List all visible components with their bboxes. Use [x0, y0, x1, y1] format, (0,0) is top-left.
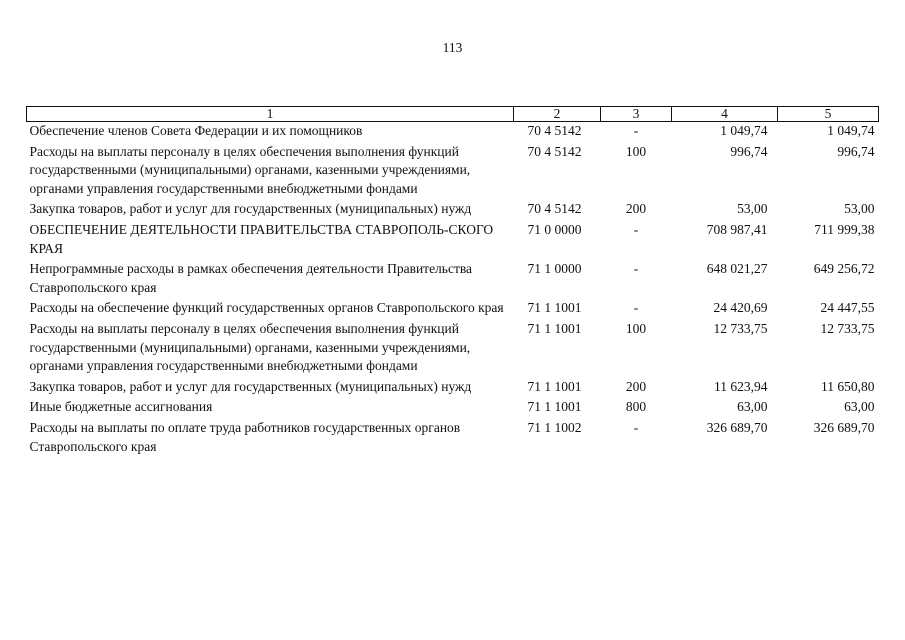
row-name: Закупка товаров, работ и услуг для государственных (муниципальных) нужд	[29, 201, 472, 217]
column-header-1: 1	[27, 107, 514, 122]
row-value-col5: 53,00	[844, 201, 875, 217]
row-name: Расходы на выплаты по оплате труда работников государственных органов Ставропольского края	[29, 419, 461, 454]
row-name: Непрограммные расходы в рамках обеспечения деятельности Правительства Ставропольского края	[29, 261, 473, 295]
row-value-col4: 24 420,69	[713, 300, 768, 316]
row-value-col4: 996,74	[730, 143, 768, 159]
table-row	[27, 260, 879, 299]
row-expense-type: 200	[625, 201, 647, 217]
table-row	[27, 299, 879, 320]
row-value-col5: 11 650,80	[821, 378, 875, 394]
column-header-2: 2	[514, 107, 601, 122]
row-name: Расходы на выплаты персоналу в целях обеспечения выполнения функций государственными (муниципальными) органами, казенными учреждениями, органами управления государственными внебюджетными фондами	[29, 143, 471, 196]
row-expense-type: -	[633, 419, 639, 435]
row-value-col4: 63,00	[737, 399, 768, 415]
row-expense-type: -	[633, 300, 639, 316]
row-value-col4: 53,00	[737, 201, 768, 217]
row-expense-type: -	[633, 261, 639, 277]
row-code: 71 0 0000	[527, 221, 582, 237]
row-code: 71 1 1001	[527, 320, 582, 336]
row-value-col5: 24 447,55	[820, 300, 875, 316]
row-expense-type: 200	[625, 378, 647, 394]
row-value-col4: 11 623,94	[714, 378, 768, 394]
table-row	[27, 378, 879, 399]
page-number: 113	[442, 40, 463, 55]
row-code: 71 1 1001	[527, 300, 582, 316]
row-code: 70 4 5142	[527, 123, 582, 138]
row-code: 70 4 5142	[527, 201, 582, 217]
table-row	[27, 221, 879, 260]
row-code: 70 4 5142	[527, 143, 582, 159]
row-value-col5: 326 689,70	[813, 419, 875, 435]
table-row	[27, 122, 879, 143]
row-value-col4: 326 689,70	[706, 419, 768, 435]
row-value-col4: 12 733,75	[713, 320, 768, 336]
table-row	[27, 143, 879, 201]
row-expense-type: 100	[625, 320, 647, 336]
row-name: Расходы на обеспечение функций государственных органов Ставропольского края	[29, 300, 504, 316]
row-name: Обеспечение членов Совета Федерации и их помощников	[29, 123, 363, 138]
row-value-col4: 708 987,41	[706, 221, 768, 237]
row-name: ОБЕСПЕЧЕНИЕ ДЕЯТЕЛЬНОСТИ ПРАВИТЕЛЬСТВА СТАВРОПОЛЬ-СКОГО КРАЯ	[29, 221, 494, 256]
row-expense-type: 800	[625, 399, 647, 415]
row-expense-type: -	[633, 221, 639, 237]
table-header-row	[27, 107, 879, 122]
row-value-col5: 711 999,38	[814, 221, 875, 237]
row-code: 71 1 0000	[527, 261, 582, 277]
table-row	[27, 419, 879, 458]
row-value-col4: 648 021,27	[706, 261, 768, 277]
row-value-col5: 12 733,75	[820, 320, 875, 336]
row-value-col5: 1 049,74	[827, 123, 875, 138]
row-code: 71 1 1001	[527, 399, 582, 415]
table-row	[27, 320, 879, 378]
row-expense-type: -	[633, 123, 639, 138]
row-name: Закупка товаров, работ и услуг для государственных (муниципальных) нужд	[29, 378, 472, 394]
row-name: Иные бюджетные ассигнования	[29, 399, 213, 415]
row-value-col5: 649 256,72	[813, 261, 875, 277]
column-header-4: 4	[672, 107, 778, 122]
row-value-col4: 1 049,74	[720, 123, 768, 138]
row-code: 71 1 1001	[527, 378, 582, 394]
budget-table	[26, 106, 879, 458]
row-expense-type: 100	[625, 143, 647, 159]
table-row	[27, 398, 879, 419]
row-code: 71 1 1002	[527, 419, 582, 435]
column-header-3: 3	[601, 107, 672, 122]
row-value-col5: 996,74	[837, 143, 875, 159]
row-value-col5: 63,00	[844, 399, 875, 415]
table-row	[27, 200, 879, 221]
row-name: Расходы на выплаты персоналу в целях обеспечения выполнения функций государственными (муниципальными) органами, казенными учреждениями, органами управления государственными внебюджетными фондами	[29, 320, 471, 374]
column-header-5: 5	[778, 107, 879, 122]
